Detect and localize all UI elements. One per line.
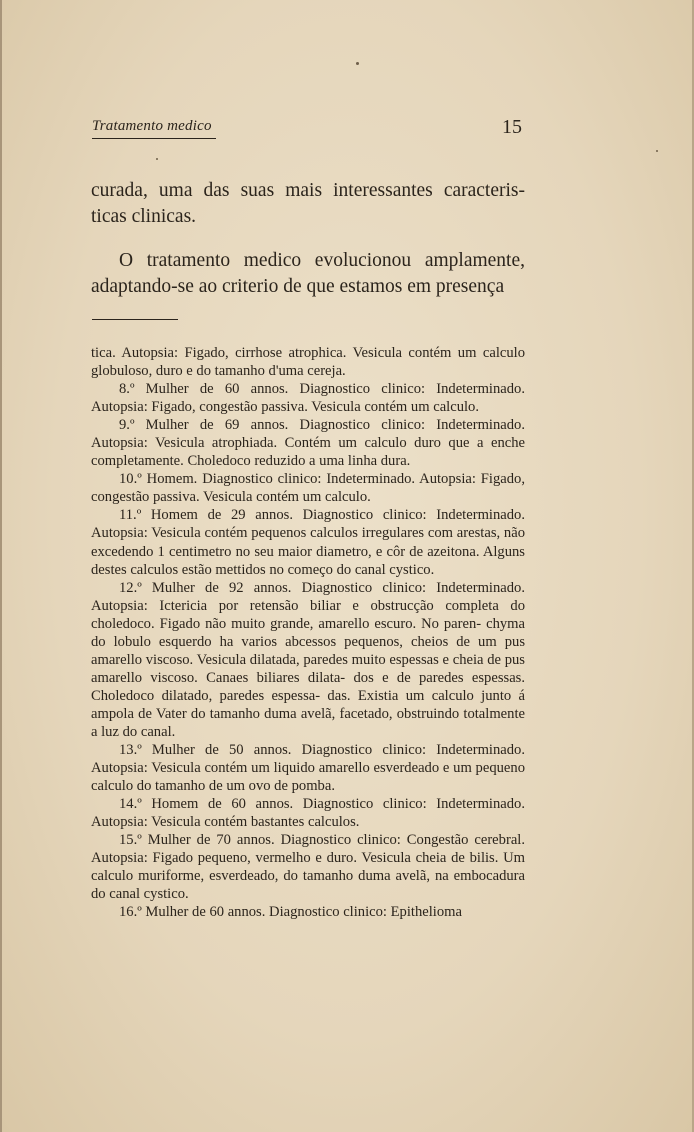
paper-speck — [356, 62, 359, 65]
body-paragraph: curada, uma das suas mais interessantes caracteris- ticas clinicas. — [91, 180, 525, 227]
footnote-case: 13.º Mulher de 50 annos. Diagnostico clinico: Indeterminado. Autopsia: Vesicula contém um liquido amarello esverdeado e um pequeno calculo do tamanho de um ovo de pomba. — [91, 742, 525, 795]
header-rule — [92, 138, 216, 139]
footnote-rule — [92, 319, 178, 320]
footnote-case: 12.º Mulher de 92 annos. Diagnostico clinico: Indeterminado. Autopsia: Ictericia por retensão biliar e obstrucção completa do choledoco. Figado não muito grande, amarello escuro. No paren- chyma do lobulo esquerdo ha varios abcessos pequenos, cheios de um pus amarello viscoso. Vesicula dilatada, paredes muito espessas e cheia de pus amarello viscoso. Canaes biliares dilata- dos e de paredes espessas. Choledoco dilatado, paredes espessa- das. Existia um calculo junto á ampola de Vater do tamanho duma avelã, facetado, obstruindo totalmente a luz do canal. — [91, 579, 525, 740]
footnote-case: 11.º Homem de 29 annos. Diagnostico clinico: Indeterminado. Autopsia: Vesicula contém pequenos calculos irregulares com arestas, não excedendo 1 centimetro no seu maior diametro, e côr de azeitona. Alguns destes calculos estão mettidos no começo do canal cystico. — [91, 507, 525, 578]
footnote-case: 14.º Homem de 60 annos. Diagnostico clinico: Indeterminado. Autopsia: Vesicula contém bastantes calculos. — [91, 796, 525, 831]
body-paragraph: O tratamento medico evolucionou amplamente, adaptando-se ao criterio de que estamos em presença — [91, 250, 525, 297]
footnotes — [91, 344, 525, 922]
footnote-case: 10.º Homem. Diagnostico clinico: Indeterminado. Autopsia: Figado, congestão passiva. Vesicula contém um calculo. — [91, 471, 525, 506]
running-title: Tratamento medico — [92, 118, 212, 134]
paper-speck — [156, 158, 158, 160]
footnote-case: 16.º Mulher de 60 annos. Diagnostico clinico: Epithelioma — [119, 904, 462, 921]
footnote-case: 9.º Mulher de 69 annos. Diagnostico clinico: Indeterminado. Autopsia: Vesicula atrophiada. Contém um calculo duro que a enche completamente. Choledoco reduzido a uma linha dura. — [91, 417, 525, 470]
paper-speck — [656, 150, 658, 152]
footnote-case: 15.º Mulher de 70 annos. Diagnostico clinico: Congestão cerebral. Autopsia: Figado pequeno, vermelho e duro. Vesicula cheia de bilis. Um calculo muriforme, esverdeado, do tamanho duma avelã, na embocadura do canal cystico. — [91, 832, 525, 903]
page-number: 15 — [502, 116, 522, 138]
main-text — [91, 178, 525, 300]
page-header — [92, 116, 522, 142]
footnote-case: 8.º Mulher de 60 annos. Diagnostico clinico: Indeterminado. Autopsia: Figado, congestão passiva. Vesicula contém um calculo. — [91, 381, 525, 416]
footnote-continuation: tica. Autopsia: Figado, cirrhose atrophica. Vesicula contém um calculo globuloso, duro e do tamanho d'uma cereja. — [91, 345, 525, 380]
